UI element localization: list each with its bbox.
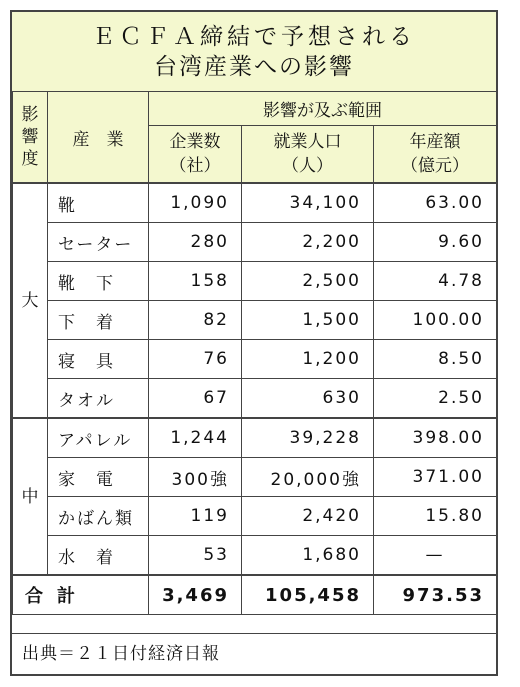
industry-cell: タオル [48, 379, 149, 419]
table-row [13, 340, 497, 379]
table-row [13, 536, 497, 576]
group-degree-large: 大 [13, 183, 48, 418]
employees-cell: 1,200 [242, 340, 374, 379]
table-row [13, 262, 497, 301]
table-row [13, 301, 497, 340]
table-row [13, 223, 497, 262]
employees-cell: 2,420 [242, 497, 374, 536]
companies-cell: 158 [149, 262, 242, 301]
total-row [13, 575, 497, 615]
employees-cell: 1,500 [242, 301, 374, 340]
companies-cell: 53 [149, 536, 242, 576]
industry-cell: 水 着 [48, 536, 149, 576]
industry-cell: 靴 [48, 183, 149, 223]
companies-cell: 82 [149, 301, 242, 340]
table-row [13, 183, 497, 223]
table-frame [10, 10, 498, 676]
employees-cell: 34,100 [242, 183, 374, 223]
companies-cell: 300強 [149, 458, 242, 497]
companies-cell: 280 [149, 223, 242, 262]
header-employees: 就業人口 （人） [242, 126, 374, 184]
title-line-2: 台湾産業への影響 [154, 53, 354, 80]
employees-cell: 2,200 [242, 223, 374, 262]
header-impact-degree: 影 響 度 [13, 92, 48, 184]
production-cell: 8.50 [374, 340, 497, 379]
production-cell: 4.78 [374, 262, 497, 301]
production-cell: 63.00 [374, 183, 497, 223]
production-cell: 100.00 [374, 301, 497, 340]
header-production: 年産額 （億元） [374, 126, 497, 184]
industry-cell: かばん類 [48, 497, 149, 536]
header-industry: 産 業 [48, 92, 149, 184]
companies-cell: 1,244 [149, 418, 242, 458]
production-cell: — [374, 536, 497, 576]
industry-cell: 靴 下 [48, 262, 149, 301]
employees-cell: 630 [242, 379, 374, 419]
companies-cell: 76 [149, 340, 242, 379]
industry-cell: 家 電 [48, 458, 149, 497]
impact-table [12, 91, 497, 615]
employees-cell: 20,000強 [242, 458, 374, 497]
group-degree-medium: 中 [13, 418, 48, 575]
total-production: 973.53 [374, 575, 497, 615]
production-cell: 2.50 [374, 379, 497, 419]
production-cell: 371.00 [374, 458, 497, 497]
industry-cell: アパレル [48, 418, 149, 458]
production-cell: 9.60 [374, 223, 497, 262]
total-label: 合計 [13, 575, 149, 615]
production-cell: 15.80 [374, 497, 497, 536]
employees-cell: 1,680 [242, 536, 374, 576]
table-row [13, 418, 497, 458]
industry-cell: 下 着 [48, 301, 149, 340]
table-row [13, 458, 497, 497]
source-note: 出典＝２１日付経済日報 [12, 633, 496, 674]
total-companies: 3,469 [149, 575, 242, 615]
header-scope: 影響が及ぶ範囲 [149, 92, 497, 126]
industry-cell: 寝 具 [48, 340, 149, 379]
companies-cell: 1,090 [149, 183, 242, 223]
employees-cell: 39,228 [242, 418, 374, 458]
companies-cell: 67 [149, 379, 242, 419]
employees-cell: 2,500 [242, 262, 374, 301]
table-row [13, 379, 497, 419]
table-row [13, 497, 497, 536]
header-companies: 企業数 （社） [149, 126, 242, 184]
total-employees: 105,458 [242, 575, 374, 615]
title-line-1: ＥＣＦＡ締結で予想される [92, 23, 416, 50]
industry-cell: セーター [48, 223, 149, 262]
companies-cell: 119 [149, 497, 242, 536]
table-title [12, 12, 496, 92]
production-cell: 398.00 [374, 418, 497, 458]
